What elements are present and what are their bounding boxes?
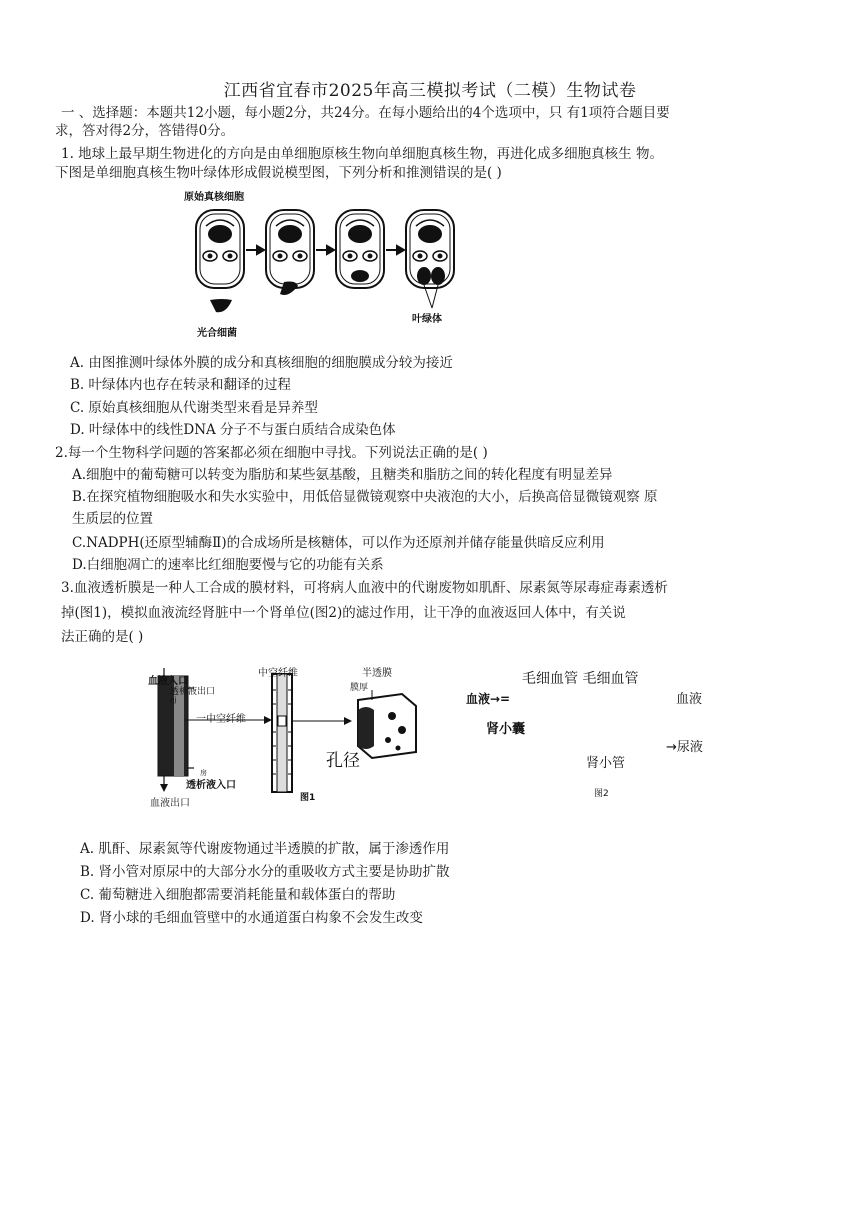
fig2-blood-out-label: 血液 <box>676 692 703 707</box>
fig2-capillary-label: 毛细血管 毛细血管 <box>522 671 639 687</box>
q1-option-b: B. 叶绿体内也存在转录和翻译的过程 <box>70 377 292 393</box>
q2-option-d: D.白细胞凋亡的速率比红细胞要慢与它的功能有关系 <box>72 557 384 573</box>
q1-fig-chloroplast-label: 叶绿体 <box>412 314 442 325</box>
fig1-small-mark: nj <box>170 696 177 704</box>
fig1-semipermeable-label: 半透膜 <box>362 668 392 679</box>
q1-option-c: C. 原始真核细胞从代谢类型来看是异养型 <box>70 400 318 416</box>
q2-stem: 2.每一个生物科学问题的答案都必须在细胞中寻找。下列说法正确的是( ) <box>55 445 488 461</box>
fig2-capsule-label: 肾小囊 <box>486 722 526 737</box>
fig2-urine-label: →尿液 <box>666 740 703 755</box>
fig1-hollow-fiber-title: 中空纤维 <box>258 668 298 679</box>
q1-stem-line2: 下图是单细胞真核生物叶绿体形成假说模型图，下列分析和推测错误的是( ) <box>55 165 502 181</box>
q2-option-b-line2: 生质层的位置 <box>72 511 153 527</box>
section-instructions-line1: 一 、选择题：本题共12小题，每小题2分，共24分。在每小题给出的4个选项中，只 有1项符合题目要 <box>61 105 670 121</box>
q2-option-a: A.细胞中的葡萄糖可以转变为脂肪和某些氨基酸，且糖类和脂肪之间的转化程度有明显差异 <box>72 467 613 483</box>
fig2-tubule-label: 肾小管 <box>586 756 626 771</box>
q1-option-d: D. 叶绿体中的线性DNA 分子不与蛋白质结合成染色体 <box>70 422 396 438</box>
section-instructions-line2: 求，答对得2分，答错得0分。 <box>55 123 235 139</box>
fig1-blood-inlet-label: 血液入口 <box>148 676 188 687</box>
fig2-caption: 图2 <box>594 789 609 799</box>
fig1-dialysate-inlet-label: 透析液入口 <box>186 780 236 791</box>
q1-fig-eukaryote-label: 原始真核细胞 <box>184 192 244 203</box>
q1-figure <box>180 186 480 338</box>
q3-option-c: C. 葡萄糖进入细胞都需要消耗能量和载体蛋白的帮助 <box>80 887 396 903</box>
fig1-pore-label: 孔径 <box>326 751 360 771</box>
page-title: 江西省宜春市2025年高三模拟考试（二模）生物试卷 <box>223 81 637 101</box>
fig1-thickness-label: 膜厚 <box>350 683 369 693</box>
q3-option-d: D. 肾小球的毛细血管壁中的水通道蛋白构象不会发生改变 <box>80 910 423 926</box>
q3-stem-line1: 3.血液透析膜是一种人工合成的膜材料，可将病人血液中的代谢废物如肌酐、尿素氮等尿毒症毒素透析 <box>61 580 668 596</box>
q3-figure1-dialysis <box>140 660 440 810</box>
q3-stem-line3: 法正确的是( ) <box>61 629 144 645</box>
fig1-small-mark2: 房 <box>200 769 207 777</box>
fig1-caption: 图1 <box>300 793 316 803</box>
fig2-blood-in-label: 血液→= <box>466 692 511 706</box>
q3-stem-line2: 掉(图1)，模拟血液流经肾脏中一个肾单位(图2)的滤过作用，让干净的血液返回人体中，有关说 <box>61 605 626 621</box>
fig1-blood-outlet-label: 血液出口 <box>150 798 190 809</box>
q3-figure2-nephron <box>460 664 730 804</box>
q3-option-b: B. 肾小管对原尿中的大部分水分的重吸收方式主要是协助扩散 <box>80 864 450 880</box>
q2-option-b-line1: B.在探究植物细胞吸水和失水实验中，用低倍显微镜观察中央液泡的大小，后换高倍显微镜观察 原 <box>72 489 658 505</box>
fig1-hollow-fiber-pointer-label: 一中空纤维 <box>196 714 246 725</box>
q1-stem-line1: 1. 地球上最早期生物进化的方向是由单细胞原核生物向单细胞真核生物，再进化成多细胞真核生 物。 <box>61 146 663 162</box>
q1-fig-bacteria-label: 光合细菌 <box>197 328 237 339</box>
q1-option-a: A. 由图推测叶绿体外膜的成分和真核细胞的细胞膜成分较为接近 <box>70 355 453 371</box>
q2-option-c: C.NADPH(还原型辅酶Ⅱ)的合成场所是核糖体，可以作为还原剂并储存能量供暗反应利用 <box>72 535 605 551</box>
q3-option-a: A. 肌酐、尿素氮等代谢废物通过半透膜的扩散，属于渗透作用 <box>80 841 450 857</box>
fig1-dialysate-outlet-label: 透析液出口 <box>170 687 216 697</box>
